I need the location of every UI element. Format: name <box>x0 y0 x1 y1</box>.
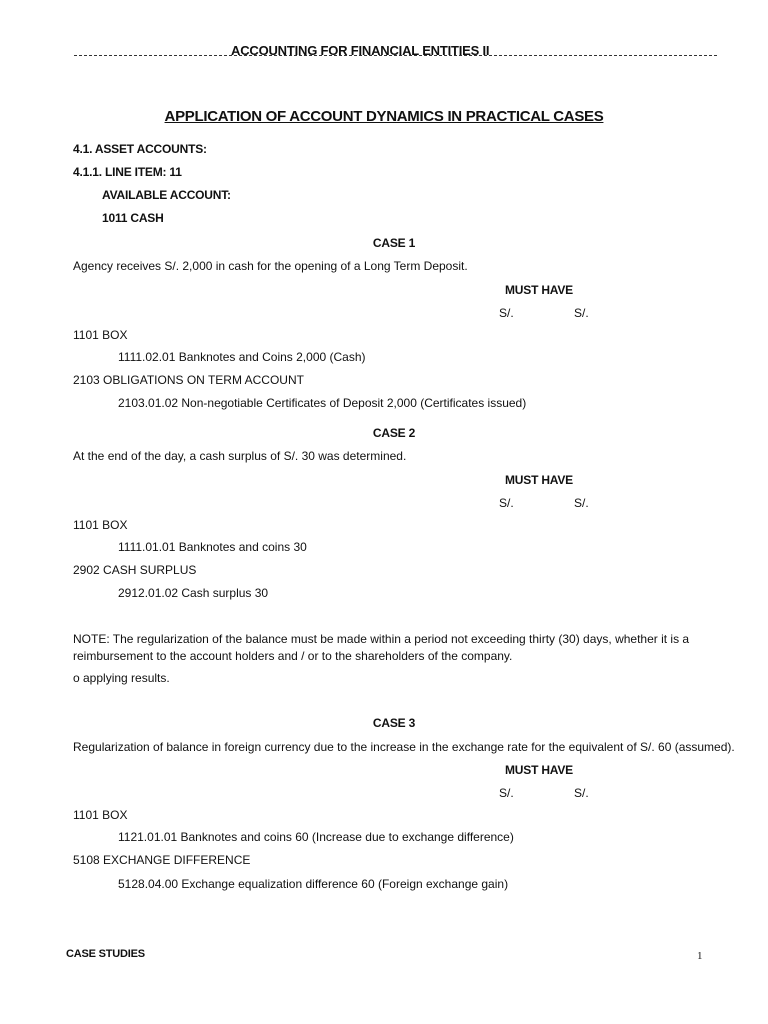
case-2-must-have: MUST HAVE <box>505 473 573 487</box>
running-header: ACCOUNTING FOR FINANCIAL ENTITIES II <box>231 43 490 58</box>
note-paragraph: NOTE: The regularization of the balance must be made within a period not exceeding thirty (30) days, whether it is a reimbursement to the account holders and / or to the shareholders of the company. <box>73 632 690 663</box>
case-3-description: Regularization of balance in foreign currency due to the increase in the exchange rate for the equivalent of S/. 60 (assumed). <box>73 740 735 754</box>
case-1-entry-account: 2103 OBLIGATIONS ON TERM ACCOUNT <box>73 373 304 387</box>
page-number: 1 <box>697 950 703 962</box>
case-1-entry-subaccount: 1111.02.01 Banknotes and Coins 2,000 (Cash) <box>118 350 366 364</box>
case-2-credit-currency: S/. <box>574 496 589 510</box>
case-1-title: CASE 1 <box>372 236 416 250</box>
case-3-entry-account: 1101 BOX <box>73 808 128 822</box>
footer-label: CASE STUDIES <box>66 948 145 960</box>
case-2-entry-account: 1101 BOX <box>73 518 128 532</box>
case-2-entry-subaccount: 2912.01.02 Cash surplus 30 <box>118 586 269 600</box>
case-1-entry-subaccount: 2103.01.02 Non-negotiable Certificates of Deposit 2,000 (Certificates issued) <box>118 396 527 410</box>
case-2-title: CASE 2 <box>372 426 416 440</box>
case-1-credit-currency: S/. <box>574 306 589 320</box>
case-1-debit-currency: S/. <box>499 306 514 320</box>
case-3-credit-currency: S/. <box>574 786 589 800</box>
header-dashed-rule <box>74 55 717 56</box>
section-available-account: AVAILABLE ACCOUNT: <box>102 188 231 202</box>
case-2-entry-account: 2902 CASH SURPLUS <box>73 563 197 577</box>
case-1-description: Agency receives S/. 2,000 in cash for the opening of a Long Term Deposit. <box>73 259 468 273</box>
section-line-item: 4.1.1. LINE ITEM: 11 <box>73 165 182 179</box>
document-title: APPLICATION OF ACCOUNT DYNAMICS IN PRACTICAL CASES <box>164 108 604 125</box>
case-3-title: CASE 3 <box>372 716 416 730</box>
case-1-entry-account: 1101 BOX <box>73 328 128 342</box>
case-3-debit-currency: S/. <box>499 786 514 800</box>
case-2-entry-subaccount: 1111.01.01 Banknotes and coins 30 <box>118 540 307 554</box>
note-continuation: o applying results. <box>73 671 170 685</box>
case-3-entry-subaccount: 5128.04.00 Exchange equalization difference 60 (Foreign exchange gain) <box>118 877 509 891</box>
case-2-debit-currency: S/. <box>499 496 514 510</box>
case-3-entry-account: 5108 EXCHANGE DIFFERENCE <box>73 853 251 867</box>
case-2-description: At the end of the day, a cash surplus of S/. 30 was determined. <box>73 449 407 463</box>
case-1-must-have: MUST HAVE <box>505 283 573 297</box>
section-asset-accounts: 4.1. ASSET ACCOUNTS: <box>73 142 207 156</box>
case-3-entry-subaccount: 1121.01.01 Banknotes and coins 60 (Increase due to exchange difference) <box>118 830 514 844</box>
section-cash-account: 1011 CASH <box>102 211 164 225</box>
case-3-must-have: MUST HAVE <box>505 763 573 777</box>
